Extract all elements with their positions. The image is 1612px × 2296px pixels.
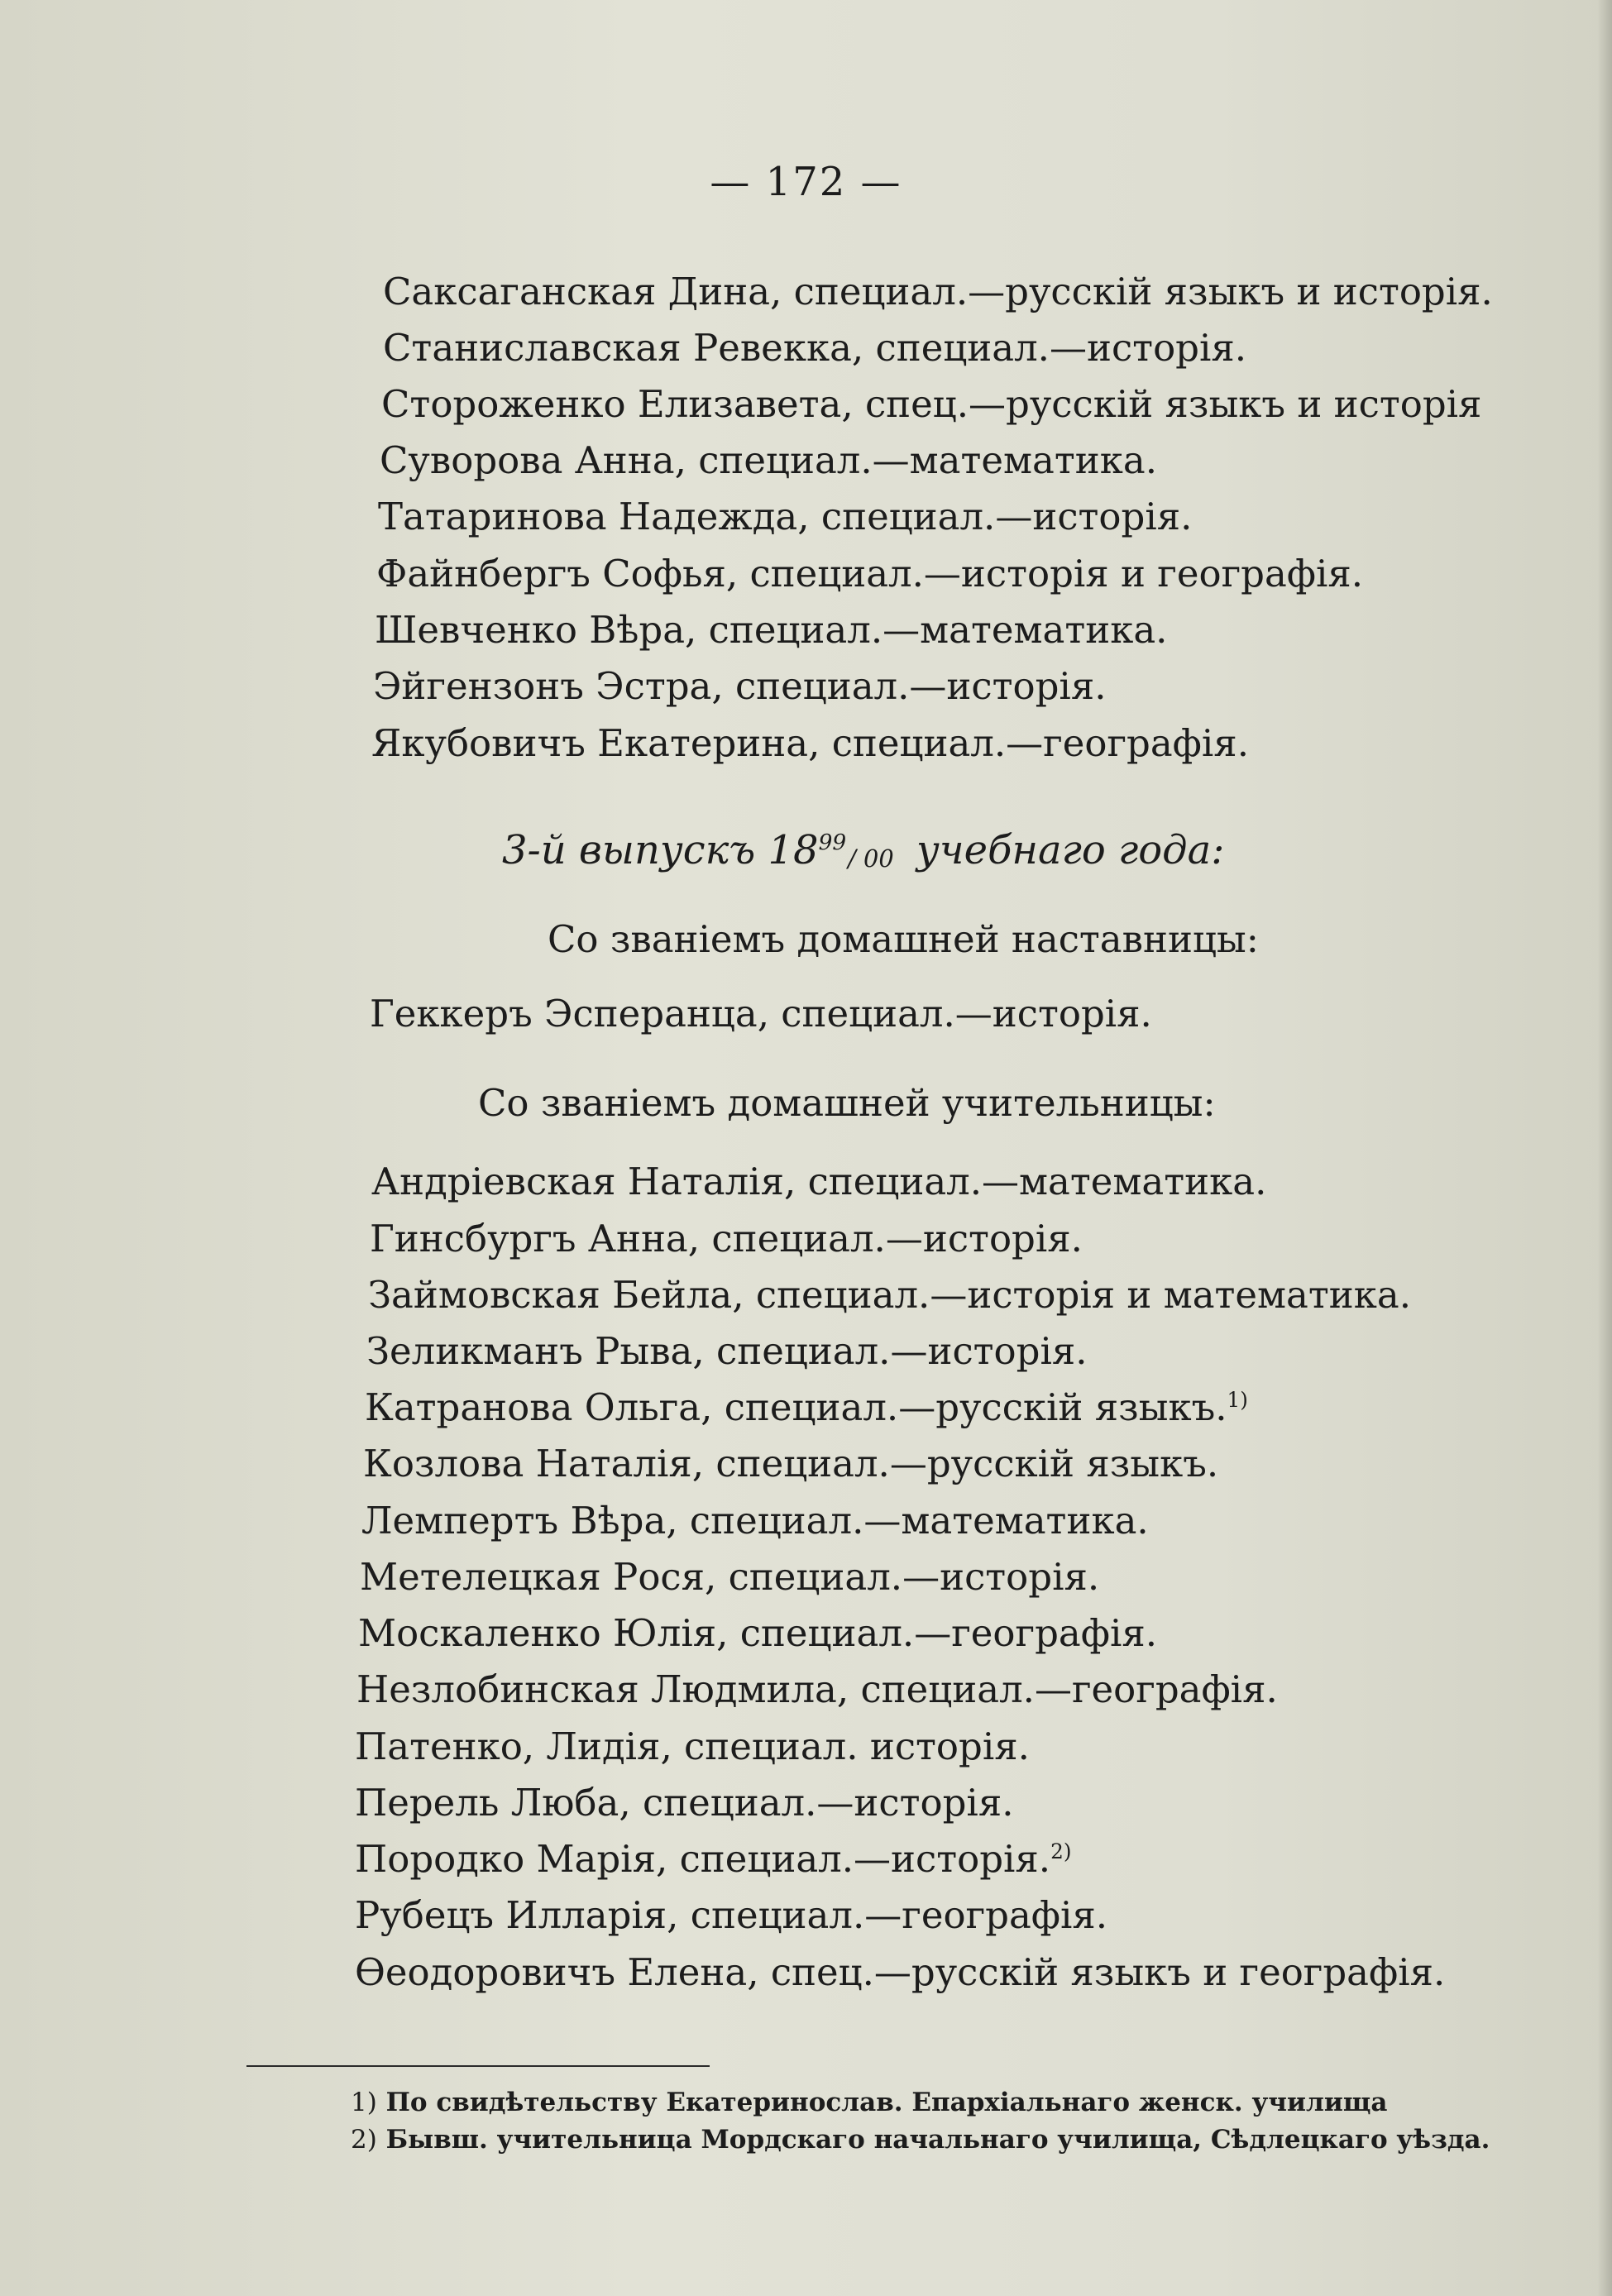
- list-item: Катранова Ольга, специал.—русскій языкъ.$^{1)}$: [365, 1385, 1248, 1429]
- heading-prefix: 3-й выпускъ 18: [502, 827, 819, 873]
- list-item: Гинсбургъ Анна, специал.—исторія.: [370, 1217, 1083, 1260]
- list-item: Суворова Анна, специал.—математика.: [380, 438, 1158, 482]
- list-item: Москаленко Юлія, специал.—географія.: [358, 1611, 1158, 1655]
- list-item: Саксаганская Дина, специал.—русскій языкъ и исторія.: [383, 270, 1493, 313]
- list-item: Эйгензонъ Эстра, специал.—исторія.: [373, 664, 1107, 708]
- list-item: Перель Люба, специал.—исторія.: [355, 1781, 1014, 1825]
- list-item: Татаринова Надежда, специал.—исторія.: [378, 495, 1193, 538]
- page-number: — 172 —: [710, 159, 902, 205]
- list-item: Лемпертъ Вѣра, специал.—математика.: [361, 1499, 1149, 1543]
- footnote-ref: 1): [1227, 1388, 1248, 1412]
- list-item: Метелецкая Рося, специал.—исторія.: [360, 1555, 1100, 1599]
- section-heading: [502, 827, 1225, 873]
- list-item: Ѳеодоровичъ Елена, спец.—русскій языкъ и географія.: [355, 1950, 1446, 1994]
- list-item: Геккеръ Эсперанца, специал.—исторія.: [370, 992, 1152, 1036]
- page-edge-shadow: [1597, 0, 1612, 2296]
- list-item: Станиславская Ревекка, специал.—исторія.: [383, 326, 1247, 370]
- footnote-mark: 1): [351, 2088, 377, 2117]
- list-item: Файнбергъ Софья, специал.—исторія и географія.: [376, 552, 1364, 596]
- list-item: Козлова Наталія, специал.—русскій языкъ.: [363, 1442, 1219, 1485]
- list-item: Якубовичъ Екатерина, специал.—географія.: [371, 721, 1249, 765]
- list-item: Зеликманъ Рыва, специал.—исторія.: [366, 1329, 1088, 1373]
- footnote: [351, 2090, 1387, 2116]
- list-item: Незлобинская Людмила, специал.—географія.: [356, 1667, 1278, 1711]
- footnote: [351, 2127, 1490, 2153]
- heading-year-sub: / 00: [848, 844, 894, 873]
- subheading-nastavnitsa: Со званіемъ домашней наставницы:: [548, 917, 1259, 961]
- subheading-uchitelnitsa: Со званіемъ домашней учительницы:: [478, 1081, 1216, 1125]
- footnote-mark: 2): [351, 2125, 377, 2155]
- heading-year-sup: 99: [818, 830, 847, 855]
- footnote-ref: 2): [1050, 1839, 1072, 1863]
- list-item: Патенко, Лидія, специал. исторія.: [355, 1724, 1030, 1768]
- list-item: Шевченко Вѣра, специал.—математика.: [375, 608, 1168, 652]
- heading-suffix: учебнаго года:: [916, 827, 1225, 873]
- footnote-divider: [246, 2065, 710, 2067]
- list-item: Рубецъ Илларія, специал.—географія.: [355, 1893, 1108, 1937]
- list-item: Андріевская Наталія, специал.—математика.: [371, 1160, 1267, 1203]
- footnote-text: Бывш. учительница Мордскаго начальнаго училища, Сѣдлецкаго уѣзда.: [385, 2125, 1490, 2155]
- list-item: Займовская Бейла, специал.—исторія и математика.: [368, 1273, 1412, 1317]
- list-item: Породко Марія, специал.—исторія.$^{2)}$: [355, 1837, 1072, 1881]
- list-item: Стороженко Елизавета, спец.—русскій языкъ и исторія: [381, 382, 1482, 426]
- footnote-text: По свидѣтельству Екатеринослав. Епархіальнаго женск. училища: [385, 2088, 1388, 2117]
